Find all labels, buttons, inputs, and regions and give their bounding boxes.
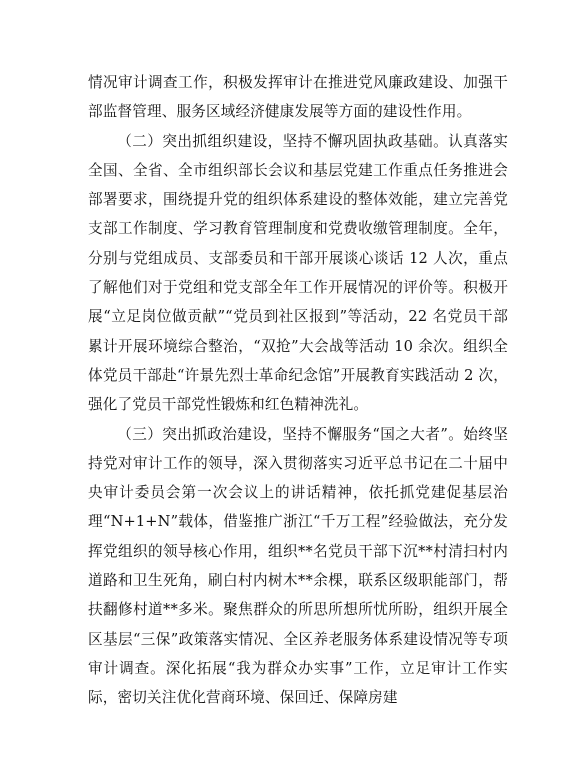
paragraph-organization-building: （二）突出抓组织建设，坚持不懈巩固执政基础。认真落实全国、全省、全市组织部长会议和基层党建工作重点任务推进会部署要求，围绕提升党的组织体系建设的整体效能，建立完善党支部工作制度、学习教育管理制度和党费收缴管理制度。全年，分别与党组成员、支部委员和干部开展谈心谈话 12 人次，重点了解他们对于党组和党支部全年工作开展情况的评价等。积极开展“立足岗位做贡献”“党员到社区报到”等活动，22 名党员干部累计开展环境综合整治，“双抢”大会战等活动 10 余次。组织全体党员干部赴“许景先烈士革命纪念馆”开展教育实践活动 2 次，强化了党员干部党性锻炼和红色精神洗礼。 bbox=[88, 132, 508, 414]
paragraph-political-building: （三）突出抓政治建设，坚持不懈服务“国之大者”。始终坚持党对审计工作的领导，深入贯彻落实习近平总书记在二十届中央审计委员会第一次会议上的讲话精神，依托抓党建促基层治理“N+1+N”载体，借鉴推广浙江“千万工程”经验做法，充分发挥党组织的领导核心作用，组织**名党员干部下沉**村清扫村内道路和卫生死角，刷白村内树木**余棵，联系区级职能部门，帮扶翻修村道**多米。聚焦群众的所思所想所忧所盼，组织开展全区基层“三保”政策落实情况、全区养老服务体系建设情况等专项审计调查。深化拓展“我为群众办实事”工作，立足审计工作实际，密切关注优化营商环境、保回迁、保障房建 bbox=[88, 425, 508, 707]
paragraph-continuation: 情况审计调查工作，积极发挥审计在推进党风廉政建设、加强干部监督管理、服务区域经济健康发展等方面的建设性作用。 bbox=[88, 74, 508, 121]
document-body bbox=[88, 68, 508, 713]
